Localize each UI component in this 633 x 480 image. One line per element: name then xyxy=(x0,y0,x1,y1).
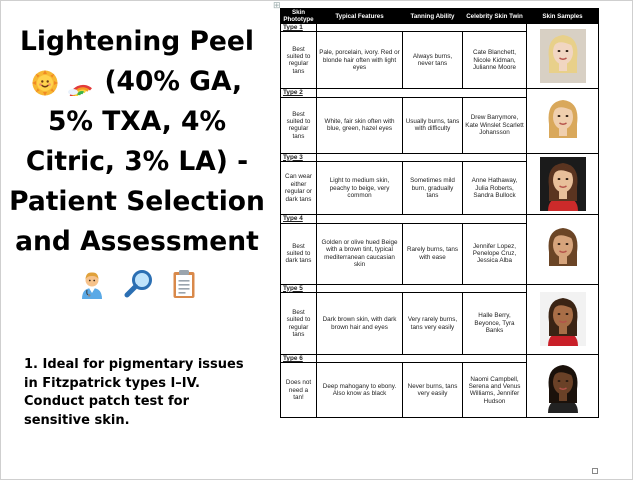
rainbow-icon xyxy=(67,70,95,96)
features-cell: White, fair skin often with blue, green, hazel eyes xyxy=(317,97,403,153)
type-label: Type 3 xyxy=(281,153,317,161)
tanning-cell: Sometimes mild burn, gradually tans xyxy=(403,162,463,215)
title-line-1: Lightening Peel xyxy=(20,26,254,57)
table-resize-handle[interactable] xyxy=(592,468,598,474)
header-samples: Skin Samples xyxy=(527,9,599,24)
skin-sample-cell xyxy=(527,24,599,89)
tanning-cell: Rarely burns, tans with ease xyxy=(403,223,463,284)
features-cell: Pale, porcelain, ivory. Red or blonde hair often with light eyes xyxy=(317,32,403,89)
slide-description: 1. Ideal for pigmentary issues in Fitzpatrick types I–IV. Conduct patch test for sensitive skin. xyxy=(24,357,244,428)
portrait-photo-type-5 xyxy=(540,292,586,346)
skin-sample-cell xyxy=(527,153,599,214)
title-line-2-text: (40% GA, xyxy=(104,66,243,97)
type-label-spacer xyxy=(317,89,527,97)
celebs-cell: Anne Hathaway, Julia Roberts, Sandra Bullock xyxy=(463,162,527,215)
skin-sample-cell xyxy=(527,215,599,284)
celebs-cell: Drew Barrymore, Kate Winslet Scarlett Johansson xyxy=(463,97,527,153)
header-phototype: Skin Phototype xyxy=(281,9,317,24)
portrait-photo-type-1 xyxy=(540,29,586,83)
suit-cell: Best suited to regular tans xyxy=(281,97,317,153)
celebs-cell: Naomi Campbell, Serena and Venus Williams, Jennifer Hudson xyxy=(463,363,527,418)
suit-cell: Best suited to regular tans xyxy=(281,32,317,89)
type-label-row xyxy=(281,355,599,363)
tanning-cell: Usually burns, tans with difficulty xyxy=(403,97,463,153)
celebs-cell: Cate Blanchett, Nicole Kidman, Julianne Moore xyxy=(463,32,527,89)
title-line-6: and Assessment xyxy=(15,226,259,257)
sun-face-icon xyxy=(32,70,58,96)
features-cell: Dark brown skin, with dark brown hair and eyes xyxy=(317,293,403,355)
title-line-5: Patient Selection xyxy=(9,186,265,217)
tanning-cell: Very rarely burns, tans very easily xyxy=(403,293,463,355)
type-label: Type 4 xyxy=(281,215,317,223)
type-label: Type 1 xyxy=(281,24,317,32)
title-line-3: 5% TXA, 4% xyxy=(47,106,226,137)
slide-title xyxy=(8,22,266,306)
type-label-spacer xyxy=(317,215,527,223)
type-label-row xyxy=(281,89,599,97)
type-label-spacer xyxy=(317,153,527,161)
suit-cell: Best suited to regular tans xyxy=(281,293,317,355)
type-label-row xyxy=(281,284,599,292)
table-header-row xyxy=(281,9,599,24)
features-cell: Golden or olive hued Beige with a brown tint, typical mediterranean caucasian skin xyxy=(317,223,403,284)
type-label-row xyxy=(281,153,599,161)
table-anchor-icon[interactable]: ⊞ xyxy=(273,0,281,10)
title-icon-row xyxy=(8,262,266,306)
skin-sample-cell xyxy=(527,284,599,354)
type-label: Type 2 xyxy=(281,89,317,97)
suit-cell: Does not need a tan! xyxy=(281,363,317,418)
type-label-row xyxy=(281,24,599,32)
portrait-photo-type-6 xyxy=(540,359,586,413)
type-label-spacer xyxy=(317,24,527,32)
header-tanning: Tanning Ability xyxy=(403,9,463,24)
clipboard-icon xyxy=(172,269,196,299)
type-label-spacer xyxy=(317,284,527,292)
type-label-row xyxy=(281,215,599,223)
title-line-2 xyxy=(8,62,266,102)
tanning-cell: Never burns, tans very easily xyxy=(403,363,463,418)
slide-left-panel xyxy=(0,0,272,480)
features-cell: Deep mahogany to ebony. Also know as black xyxy=(317,363,403,418)
features-cell: Light to medium skin, peachy to beige, very common xyxy=(317,162,403,215)
fitzpatrick-table xyxy=(280,8,599,418)
magnifier-icon xyxy=(124,269,154,299)
fitzpatrick-table-document xyxy=(273,0,598,470)
celebs-cell: Halle Berry, Beyonce, Tyra Banks xyxy=(463,293,527,355)
header-celebrity: Celebrity Skin Twin xyxy=(463,9,527,24)
type-label-spacer xyxy=(317,355,527,363)
tanning-cell: Always burns, never tans xyxy=(403,32,463,89)
suit-cell: Best suited to dark tans xyxy=(281,223,317,284)
suit-cell: Can wear either regular or dark tans xyxy=(281,162,317,215)
type-label: Type 6 xyxy=(281,355,317,363)
portrait-photo-type-4 xyxy=(540,222,586,276)
header-features: Typical Features xyxy=(317,9,403,24)
skin-sample-cell xyxy=(527,355,599,418)
skin-sample-cell xyxy=(527,89,599,153)
celebs-cell: Jennifer Lopez, Penelope Cruz, Jessica Alba xyxy=(463,223,527,284)
portrait-photo-type-3 xyxy=(540,157,586,211)
doctor-icon xyxy=(78,269,106,299)
title-line-4: Citric, 3% LA) - xyxy=(25,146,249,177)
portrait-photo-type-2 xyxy=(540,94,586,148)
type-label: Type 5 xyxy=(281,284,317,292)
